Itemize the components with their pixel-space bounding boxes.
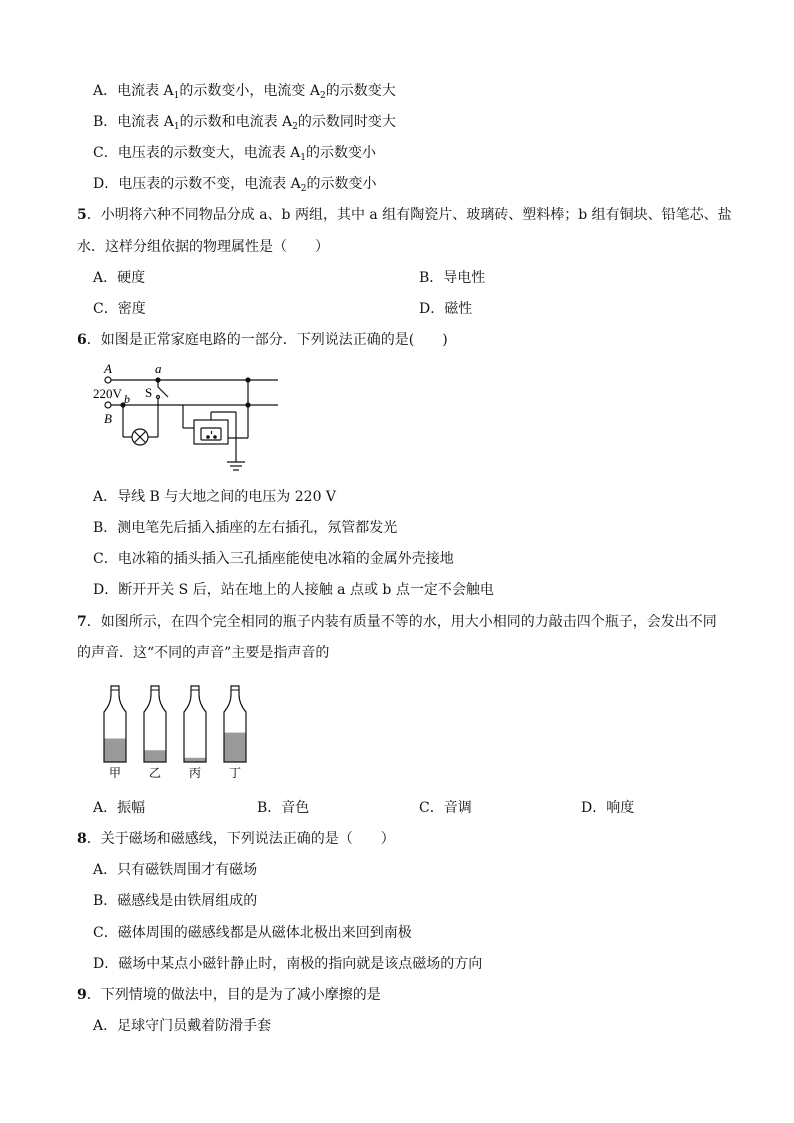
bottle-water (224, 733, 246, 762)
bottle-1 (104, 686, 126, 780)
label-voltage: 220V (93, 386, 122, 401)
q8-option-a: A．只有磁铁周围才有磁场 (93, 862, 258, 878)
q8-number: 8 (77, 831, 87, 847)
q9-stem: 9．下列情境的做法中，目的是为了减小摩擦的是 (77, 987, 381, 1003)
bottle-4 (224, 686, 246, 780)
bottle-label: 乙 (148, 766, 162, 780)
bottle-water (104, 738, 126, 762)
q5-number: 5 (77, 207, 87, 223)
q9-option-a: A．足球守门员戴着防滑手套 (93, 1018, 272, 1034)
q4-option-c: C．电压表的示数变大，电流表 $A_1$的示数变小 (93, 145, 377, 163)
label-b-wire: B (104, 411, 112, 426)
q8-option-b: B．磁感线是由铁屑组成的 (93, 893, 258, 909)
q7-stem-line2: 的声音．这“不同的声音”主要是指声音的 (77, 645, 330, 661)
bottle-label: 甲 (108, 766, 122, 780)
label-point-a: a (155, 361, 162, 376)
q4-option-d: D．电压表的示数不变，电流表 $A_2$的示数变小 (93, 176, 377, 194)
q8-option-d: D．磁场中某点小磁针静止时，南极的指向就是该点磁场的方向 (93, 956, 483, 972)
bottle-outline (184, 686, 206, 762)
q7-number: 7 (77, 614, 87, 630)
bottle-label: 丁 (228, 766, 242, 780)
q6-number: 6 (77, 332, 87, 348)
q8-option-c: C．磁体周围的磁感线都是从磁体北极出来回到南极 (93, 925, 412, 941)
q6-option-c: C．电冰箱的插头插入三孔插座能使电冰箱的金属外壳接地 (93, 551, 454, 567)
q7-option-b: B．音色 (257, 800, 310, 816)
q6-stem: 6．如图是正常家庭电路的一部分．下列说法正确的是( ) (77, 332, 448, 348)
bottle-label: 丙 (188, 766, 202, 780)
q6-option-d: D．断开开关 S 后，站在地上的人接触 a 点或 b 点一定不会触电 (93, 582, 494, 598)
bottle-water (144, 750, 166, 762)
bottle-3 (184, 686, 206, 780)
label-switch: S (145, 385, 153, 400)
q7-stem-line1: 7．如图所示，在四个完全相同的瓶子内装有质量不等的水，用大小相同的力敲击四个瓶子，会发出不同 (77, 614, 717, 630)
bottle-water (184, 758, 206, 762)
q5-option-b: B．导电性 (419, 270, 486, 286)
q4-option-a: A．电流表 $A_1$的示数变小，电流变 $A_2$的示数变大 (93, 83, 396, 101)
q5-option-a: A．硬度 (93, 270, 146, 286)
q5-stem-line2: 水．这样分组依据的物理属性是（ ） (77, 239, 329, 255)
q5-option-d: D．磁性 (419, 301, 473, 317)
label-a-wire: A (104, 361, 112, 376)
q5-option-c: C．密度 (93, 301, 146, 317)
q4-option-b: B．电流表 $A_1$的示数和电流表 $A_2$的示数同时变大 (93, 114, 396, 132)
label-point-b: b (124, 392, 130, 406)
q5-stem-line1: 5．小明将六种不同物品分成 a、b 两组，其中 a 组有陶瓷片、玻璃砖、塑料棒；b 组有铜块、铅笔芯、盐 (77, 207, 732, 223)
q7-option-d: D．响度 (581, 800, 635, 816)
household-circuit-diagram (88, 360, 288, 478)
q9-number: 9 (77, 987, 87, 1003)
q6-option-b: B．测电笔先后插入插座的左右插孔，氖管都发光 (93, 520, 398, 536)
q7-option-c: C．音调 (419, 800, 472, 816)
q6-option-a: A．导线 B 与大地之间的电压为 220 V (93, 489, 337, 505)
bottle-2 (144, 686, 166, 780)
water-bottles-figure (95, 680, 265, 785)
q8-stem: 8．关于磁场和磁感线，下列说法正确的是（ ） (77, 831, 395, 847)
q7-option-a: A．振幅 (93, 800, 146, 816)
